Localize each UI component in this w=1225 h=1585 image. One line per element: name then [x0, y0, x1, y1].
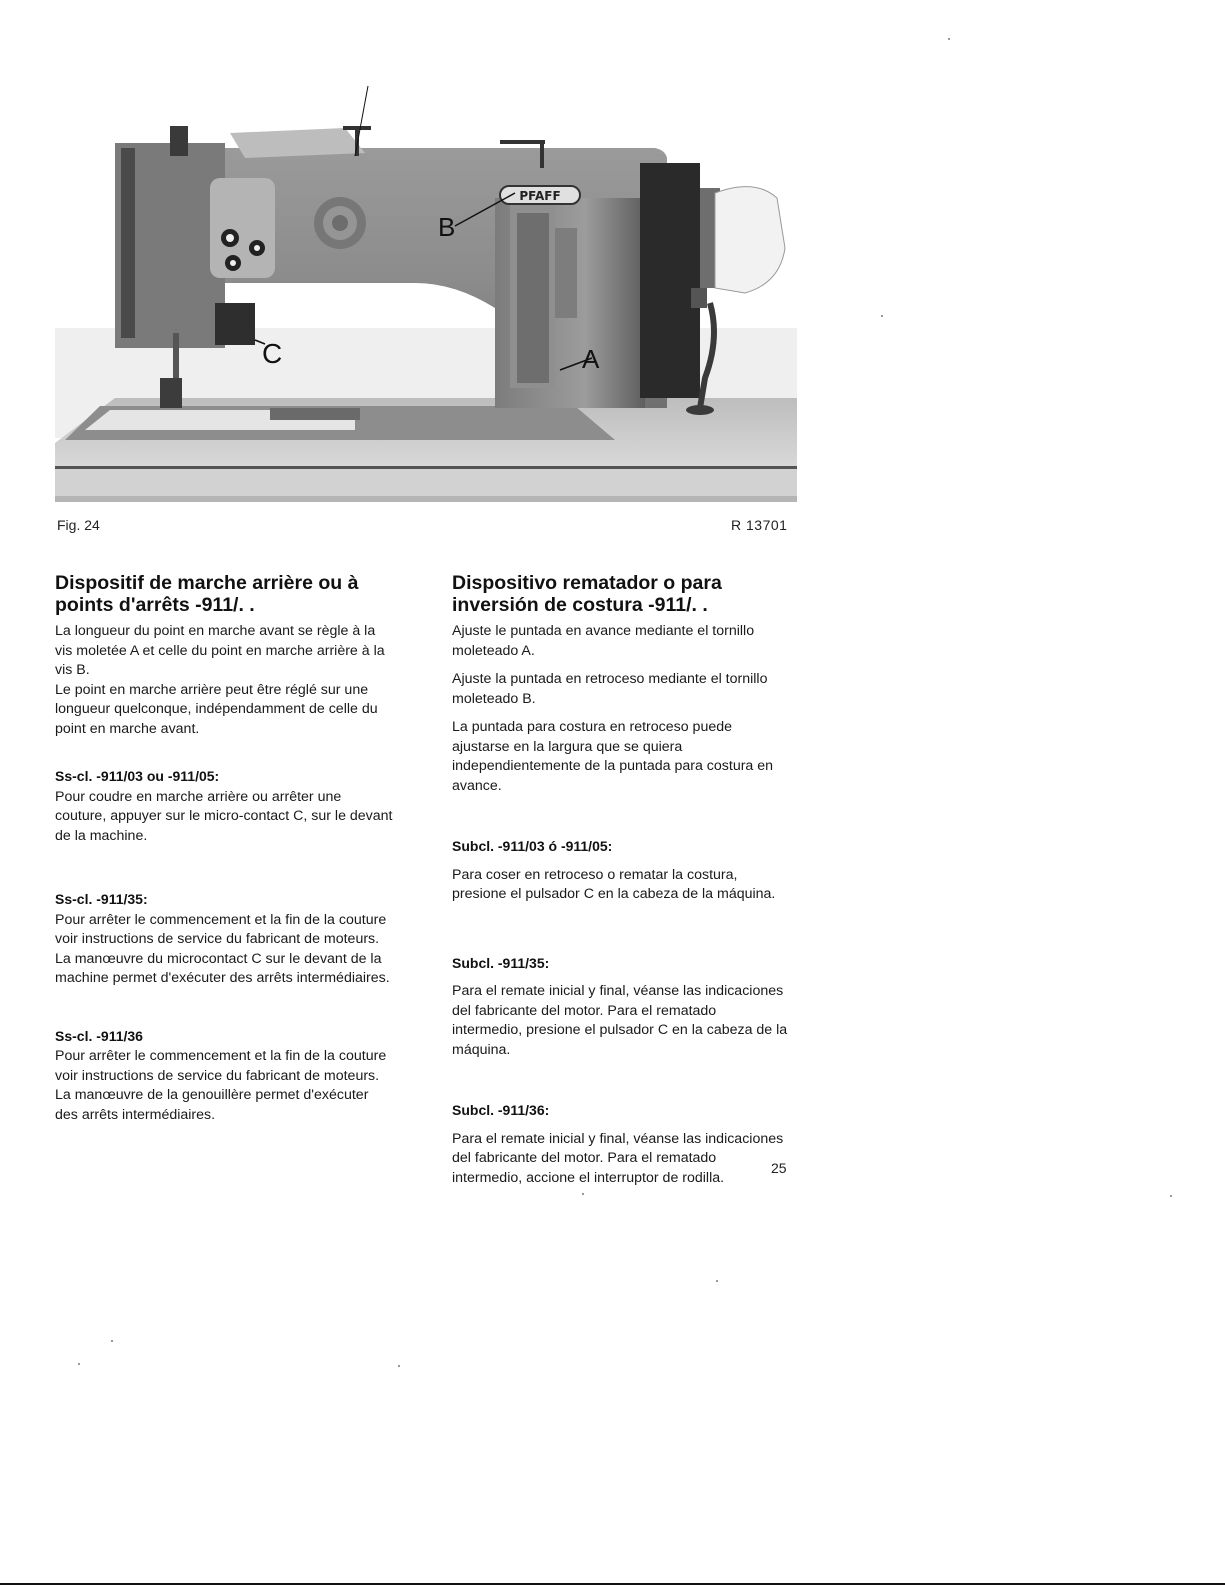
callout-a: A — [582, 344, 600, 374]
spanish-column — [452, 572, 790, 1197]
spanish-section-1-heading: Subcl. -911/03 ó -911/05: — [452, 838, 613, 854]
spanish-intro-1: Ajuste le puntada en avance mediante el tornillo moleteado A. — [452, 623, 755, 659]
french-intro-2: Le point en marche arrière peut être réglé sur une longueur quelconque, indépendamment de celle du point en marche avant. — [55, 681, 378, 737]
spanish-section-3-heading: Subcl. -911/36: — [452, 1102, 550, 1118]
spanish-intro-2: Ajuste la puntada en retroceso mediante el tornillo moleteado B. — [452, 671, 768, 707]
page-number: 25 — [771, 1160, 787, 1176]
brand-badge: PFAFF — [519, 189, 561, 203]
scan-speck — [582, 1193, 584, 1195]
spanish-section-1-text: Para coser en retroceso o rematar la costura, presione el pulsador C en la cabeza de la máquina. — [452, 866, 776, 902]
scan-speck — [1170, 1195, 1172, 1197]
scan-speck — [716, 1280, 718, 1282]
scan-speck — [78, 1363, 80, 1365]
callout-c: C — [262, 338, 283, 369]
french-section-3-text-2: La manœuvre de la genouillère permet d'exécuter des arrêts intermédiaires. — [55, 1087, 369, 1123]
scan-speck — [398, 1365, 400, 1367]
french-section-1-heading: Ss-cl. -911/03 ou -911/05: — [55, 768, 220, 784]
french-section-3-text-1: Pour arrêter le commencement et la fin de la couture voir instructions de service du fabricant de moteurs. — [55, 1048, 387, 1084]
french-section-2-text-1: Pour arrêter le commencement et la fin de la couture voir instructions de service du fabricant de moteurs. — [55, 911, 387, 947]
sewing-machine-photo — [55, 78, 797, 510]
scan-speck — [948, 38, 950, 40]
spanish-intro-3: La puntada para costura en retroceso puede ajustarse en la largura que se quiera independientemente de la puntada para costura en avance. — [452, 719, 774, 794]
french-section-3-heading: Ss-cl. -911/36 — [55, 1027, 143, 1044]
french-intro-1: La longueur du point en marche avant se règle à la vis moletée A et celle du point en marche arrière à la vis B. — [55, 623, 385, 678]
spanish-section-2-heading: Subcl. -911/35: — [452, 954, 550, 971]
scan-speck — [111, 1340, 113, 1342]
spanish-section-2-text: Para el remate inicial y final, véanse las indicaciones del fabricante del motor. Para el rematado intermedio, presione el pulsador C en la cabeza de la máquina. — [452, 983, 788, 1058]
french-column — [55, 572, 393, 1125]
spanish-section-3-text: Para el remate inicial y final, véanse las indicaciones del fabricante del motor. Para el rematado intermedio, accione el interruptor de rodilla. — [452, 1130, 784, 1186]
callout-b: B — [438, 212, 456, 242]
french-section-1-text: Pour coudre en marche arrière ou arrêter une couture, appuyer sur le micro-contact C, sur le devant de la machine. — [55, 788, 393, 844]
figure-caption: Fig. 24 — [57, 517, 100, 533]
french-title: Dispositif de marche arrière ou à points d'arrêts -911/. . — [55, 572, 359, 616]
french-section-2-text-2: La manœuvre du microcontact C sur le devant de la machine permet d'exécuter des arrêts intermédiaires. — [55, 950, 390, 986]
figure-reference: R 13701 — [731, 517, 788, 533]
french-section-2-heading: Ss-cl. -911/35: — [55, 891, 148, 907]
spanish-title: Dispositivo rematador o para inversión de costura -911/. . — [452, 572, 722, 616]
scan-speck — [881, 315, 883, 317]
